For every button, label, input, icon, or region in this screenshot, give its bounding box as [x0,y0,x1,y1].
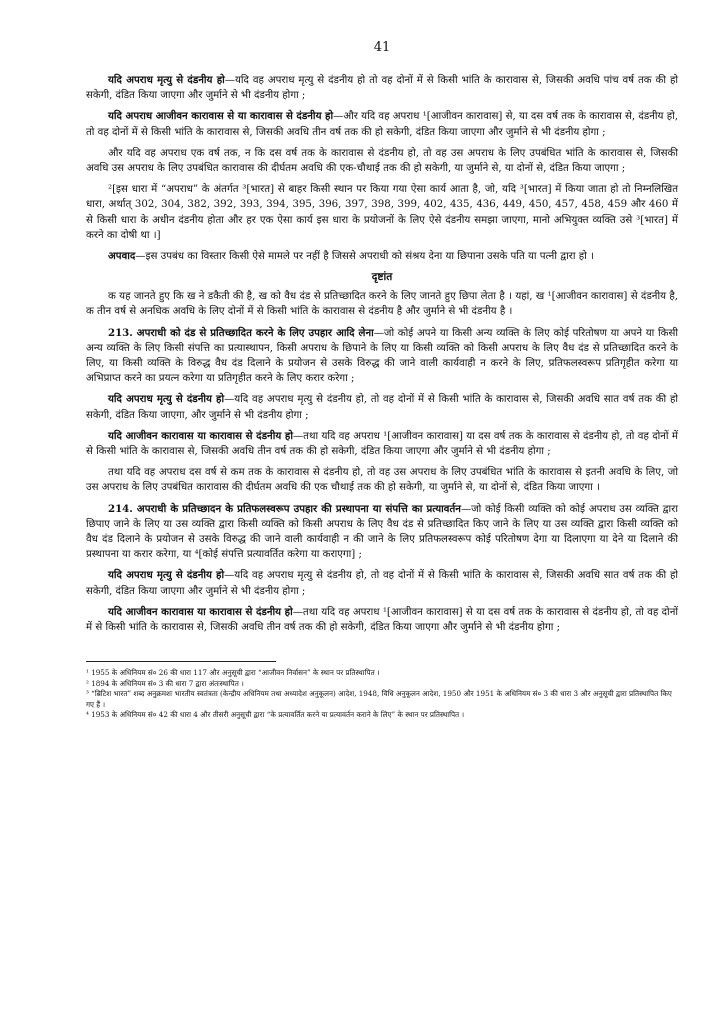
paragraph-lead: यदि अपराध आजीवन कारावास से या कारावास से दंडनीय हो [108,110,334,123]
paragraph [86,465,678,495]
paragraph-lead: यदि अपराध मृत्यु से दंडनीय हो [108,393,225,406]
section-heading: 214. अपराधी के प्रतिच्छादन के प्रतिफलस्वरूप उपहार की प्रस्थापना या संपत्ति का प्रत्यावर्तन [108,502,461,515]
paragraph [86,182,678,243]
footnote: ³ “ब्रिटिश भारत” शब्द अनुक्रमशः भारतीय स्वतंत्रता (केन्द्रीय अधिनियम तथा अध्यादेश अनुकूलन) आदेश, 1948, विधि अनुकूलन आदेश, 1950 और 1951 के अधिनियम सं० 3 की धारा 3 और अनुसूची द्वारा प्रतिस्थापित किए गए हैं । [86,689,672,709]
paragraph [86,568,678,598]
section-213-paragraph [86,326,678,387]
paragraph-lead: यदि आजीवन कारावास या कारावास से दंडनीय हो [108,429,293,442]
footnote-divider [86,661,276,662]
paragraph-text: —यदि वह अपराध मृत्यु से दंडनीय हो तो वह दोनों में से किसी भांति के कारावास से, जिसकी अवधि पांच वर्ष तक की हो सकेगी, दंडित किया जाएगा और जुर्माने से भी दंडनीय होगा ; [86,75,678,102]
paragraph-text: —यदि वह अपराध मृत्यु से दंडनीय हो, तो वह दोनों में से किसी भांति के कारावास से, जिसकी अवधि सात वर्ष तक की हो सकेगी, दंडित किया जाएगा, और जुर्माने से भी दंडनीय होगा ; [86,394,679,421]
paragraph-text: —तथा यदि वह अपराध ¹[आजीवन कारावास] से या दस वर्ष तक के कारावास से दंडनीय हो, तो वह दोनों में से किसी भांति के कारावास से, जिसकी अवधि तीन वर्ष तक की हो सकेगी, दंडित किया जाएगा और जुर्माने से भी दंडनीय होगा ; [86,606,678,634]
paragraph [86,429,678,459]
footnote: ⁴ 1953 के अधिनियम सं० 42 की धारा 4 और तीसरी अनुसूची द्वारा “के प्रत्यावर्तित करने या प्रत्यावर्तन कराने के लिए” के स्थान पर प्रतिस्थापित । [86,709,465,719]
paragraph-text: —तथा यदि वह अपराध ¹[आजीवन कारावास] या दस वर्ष तक के कारावास से दंडनीय हो, तो वह दोनों में से किसी भांति के कारावास से, जिसकी अवधि तीन वर्ष तक की हो सकेगी, दंडित किया जाएगा और जुर्माने से भी दंडनीय होगा ; [86,430,679,458]
paragraph-text: —इस उपबंध का विस्तार किसी ऐसे मामले पर नहीं है जिससे अपराधी को संश्रय देना या छिपाना उसके पति या पत्नी द्वारा हो । [135,251,594,263]
paragraph-text: तथा यदि वह अपराध दस वर्ष से कम तक के कारावास से दंडनीय हो, तो वह उस अपराध के लिए उपबंधित भांति के कारावास से इतनी अवधि के लिए, जो उस अपराध के लिए उपबंधित कारावास की दीर्घतम अवधि की एक चौथाई तक की हो सकेगी, या जुर्माने से, या दोनों से, दंडित किया जाएगा । [86,467,678,494]
section-heading: 213. अपराधी को दंड से प्रतिच्छादित करने के लिए उपहार आदि लेना [108,326,374,339]
footnote: ² 1894 के अधिनियम सं० 3 की धारा 7 द्वारा अंतःस्थापित । [86,678,244,688]
paragraph-text: और यदि वह अपराध एक वर्ष तक, न कि दस वर्ष तक के कारावास से दंडनीय हो, तो वह उस अपराध के लिए उपबंधित भांति के कारावास से, जिसकी अवधि उस अपराध के लिए उपबंधित कारावास की दीर्घतम अवधि की एक-चौथाई तक की हो सकेगी, या जुर्माने से, या दोनों से, दंडित किया जाएगा ; [86,147,678,175]
paragraph [86,605,678,635]
paragraph-text: ²[इस धारा में “अपराध” के अंतर्गत ³[भारत] से बाहर किसी स्थान पर किया गया ऐसा कार्य आता है, जो, यदि ³[भारत] में किया जाता हो तो निम्नलिखित धारा, अर्थात् 302, 304, 382, 392, 393, 394, 395, 396, 397, 398, 399, 402, 435, 436, 449, 450, 457, 458, 459 और 460 में से किसी धारा के अधीन दंडनीय होता और हर एक ऐसा कार्य इस धारा के प्रयोजनों के लिए ऐसे दंडनीय समझा जाएगा, मानो अभियुक्त व्यक्ति उसे ³[भारत] में करने का दोषी था ।] [86,184,678,241]
illustration-heading: दृष्टांत [371,271,393,284]
paragraph-lead: अपवाद [108,250,136,263]
paragraph-text: —जो कोई किसी व्यक्ति को कोई अपराध उस व्यक्ति द्वारा छिपाए जाने के लिए या उस व्यक्ति द्वारा किसी व्यक्ति को किसी अपराध के लिए वैध दंड से प्रतिच्छादित किए जाने के लिए या उस व्यक्ति द्वारा किसी व्यक्ति को वैध दंड दिलाने के प्रयोजन से उसके विरुद्ध की जाने वाली कार्यवाही न की जाने के लिए प्रतिफलस्वरूप कोई परितोषण देगा या दिलाएगा या देने या दिलाने की प्रस्थापना या करार करेगा, या ⁴[कोई संपत्ति प्रत्यावर्तित करेगा या कराएगा] ; [86,503,678,561]
page-number: 41 [373,40,391,55]
paragraph [86,392,678,422]
illustration-text: क यह जानते हुए कि ख ने डकैती की है, ख को वैध दंड से प्रतिच्छादित करने के लिए जानते हुए छिपा लेता है । यहां, ख ¹[आजीवन कारावास] से दंडनीय है, क तीन वर्ष से अनधिक अवधि के लिए दोनों में से किसी भांति के कारावास से दंडनीय है और जुर्माने से भी दंडनीय है । [86,291,678,318]
paragraph-text: —जो कोई अपने या किसी अन्य व्यक्ति के लिए कोई परितोषण या अपने या किसी अन्य व्यक्ति के लिए किसी संपत्ति का प्रत्यास्थापन, किसी अपराध के छिपाने के लिए या किसी व्यक्ति को किसी अपराध के लिए वैध दंड से प्रतिच्छादित करने के लिए, या किसी व्यक्ति के विरुद्ध वैध दंड दिलाने के प्रयोजन से उसके विरुद्ध की जाने वाली कार्यवाही न करने के लिए, प्रतिफलस्वरूप प्रतिगृहीत करेगा या अभिप्राप्त करने का प्रयत्न करेगा या प्रतिगृहीत करने के लिए करार करेगा ; [86,327,678,385]
paragraph [86,73,678,103]
footnote: ¹ 1955 के अधिनियम सं० 26 की धारा 117 और अनुसूची द्वारा “आजीवन निर्वासन” के स्थान पर प्रतिस्थापित । [86,668,380,678]
paragraph [86,146,678,176]
paragraph-lead: यदि अपराध मृत्यु से दंडनीय हो [108,569,225,582]
paragraph-text: —यदि वह अपराध मृत्यु से दंडनीय हो, तो वह दोनों में से किसी भांति के कारावास से, जिसकी अवधि सात वर्ष तक की हो सकेगी, दंडित किया जाएगा और जुर्माने से भी दंडनीय होगा ; [86,570,679,597]
paragraph-lead: यदि आजीवन कारावास या कारावास से दंडनीय हो [108,605,293,618]
paragraph-lead: यदि अपराध मृत्यु से दंडनीय हो [108,74,225,86]
paragraph [86,109,678,139]
section-214-paragraph [86,502,678,563]
exception-paragraph [86,249,678,264]
paragraph-text: —और यदि वह अपराध ¹[आजीवन कारावास] से, या दस वर्ष तक के कारावास से, दंडनीय हो, तो वह दोनों में से किसी भांति के कारावास से, जिसकी अवधि तीन वर्ष तक की हो सकेगी, दंडित किया जाएगा और जुर्माने से भी दंडनीय होगा ; [86,111,679,138]
